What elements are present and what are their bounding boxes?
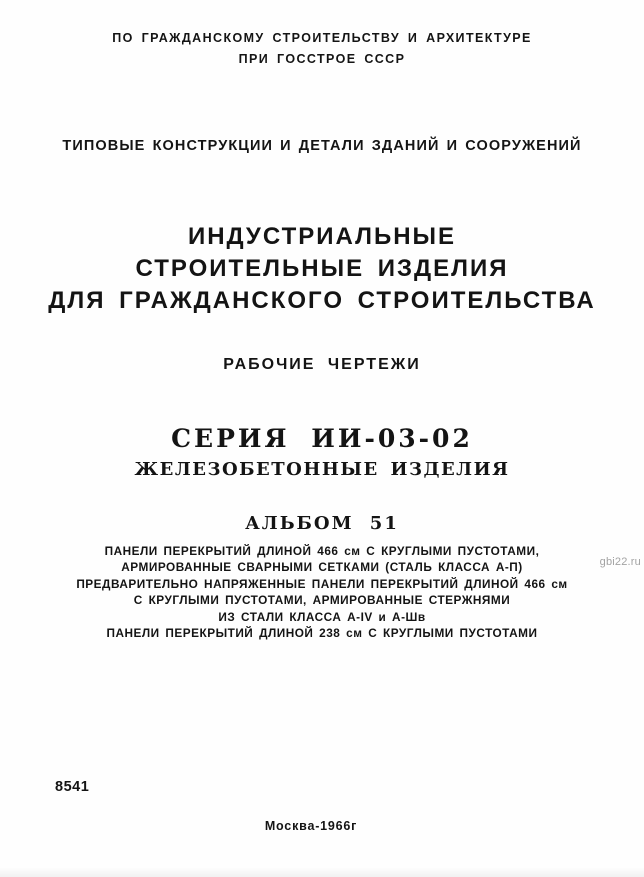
series-number: СЕРИЯ ИИ-03-02: [171, 424, 473, 453]
album-description: [0, 543, 644, 641]
document-title-line-2: СТРОИТЕЛЬНЫЕ ИЗДЕЛИЯ: [135, 255, 509, 282]
album-description-line: ПАНЕЛИ ПЕРЕКРЫТИЙ ДЛИНОЙ 466 см С КРУГЛЫМИ ПУСТОТАМИ,: [104, 544, 540, 558]
issuing-organization-line-1: ПО ГРАЖДАНСКОМУ СТРОИТЕЛЬСТВУ И АРХИТЕКТУРЕ: [112, 31, 532, 45]
series-caption: ТИПОВЫЕ КОНСТРУКЦИИ И ДЕТАЛИ ЗДАНИЙ И СООРУЖЕНИЙ: [62, 138, 582, 154]
album-number: АЛЬБОМ 51: [245, 513, 399, 534]
working-drawings-subtitle: РАБОЧИЕ ЧЕРТЕЖИ: [223, 356, 421, 373]
imprint-city-year: Москва-1966г: [264, 819, 358, 833]
document-title: [0, 221, 644, 317]
series-type: ЖЕЛЕЗОБЕТОННЫЕ ИЗДЕЛИЯ: [134, 459, 510, 480]
album-description-line: АРМИРОВАННЫЕ СВАРНЫМИ СЕТКАМИ (СТАЛЬ КЛАССА А-П): [121, 560, 523, 575]
issuing-organization-line-2: ПРИ ГОССТРОЕ СССР: [238, 52, 406, 66]
document-title-line-3: ДЛЯ ГРАЖДАНСКОГО СТРОИТЕЛЬСТВА: [48, 287, 596, 314]
album-description-line: ПАНЕЛИ ПЕРЕКРЫТИЙ ДЛИНОЙ 238 см С КРУГЛЫМИ ПУСТОТАМИ: [106, 626, 538, 641]
album-description-line: ИЗ СТАЛИ КЛАССА А-IV и А-Шв: [218, 609, 426, 624]
document-title-line-1: ИНДУСТРИАЛЬНЫЕ: [187, 223, 457, 250]
site-watermark: gbi22.ru: [599, 556, 641, 568]
album-description-line: ПРЕДВАРИТЕЛЬНО НАПРЯЖЕННЫЕ ПАНЕЛИ ПЕРЕКРЫТИЙ ДЛИНОЙ 466 см: [76, 576, 568, 591]
album-description-line: С КРУГЛЫМИ ПУСТОТАМИ, АРМИРОВАННЫЕ СТЕРЖНЯМИ: [133, 593, 511, 608]
print-order-code: 8541: [55, 779, 90, 795]
